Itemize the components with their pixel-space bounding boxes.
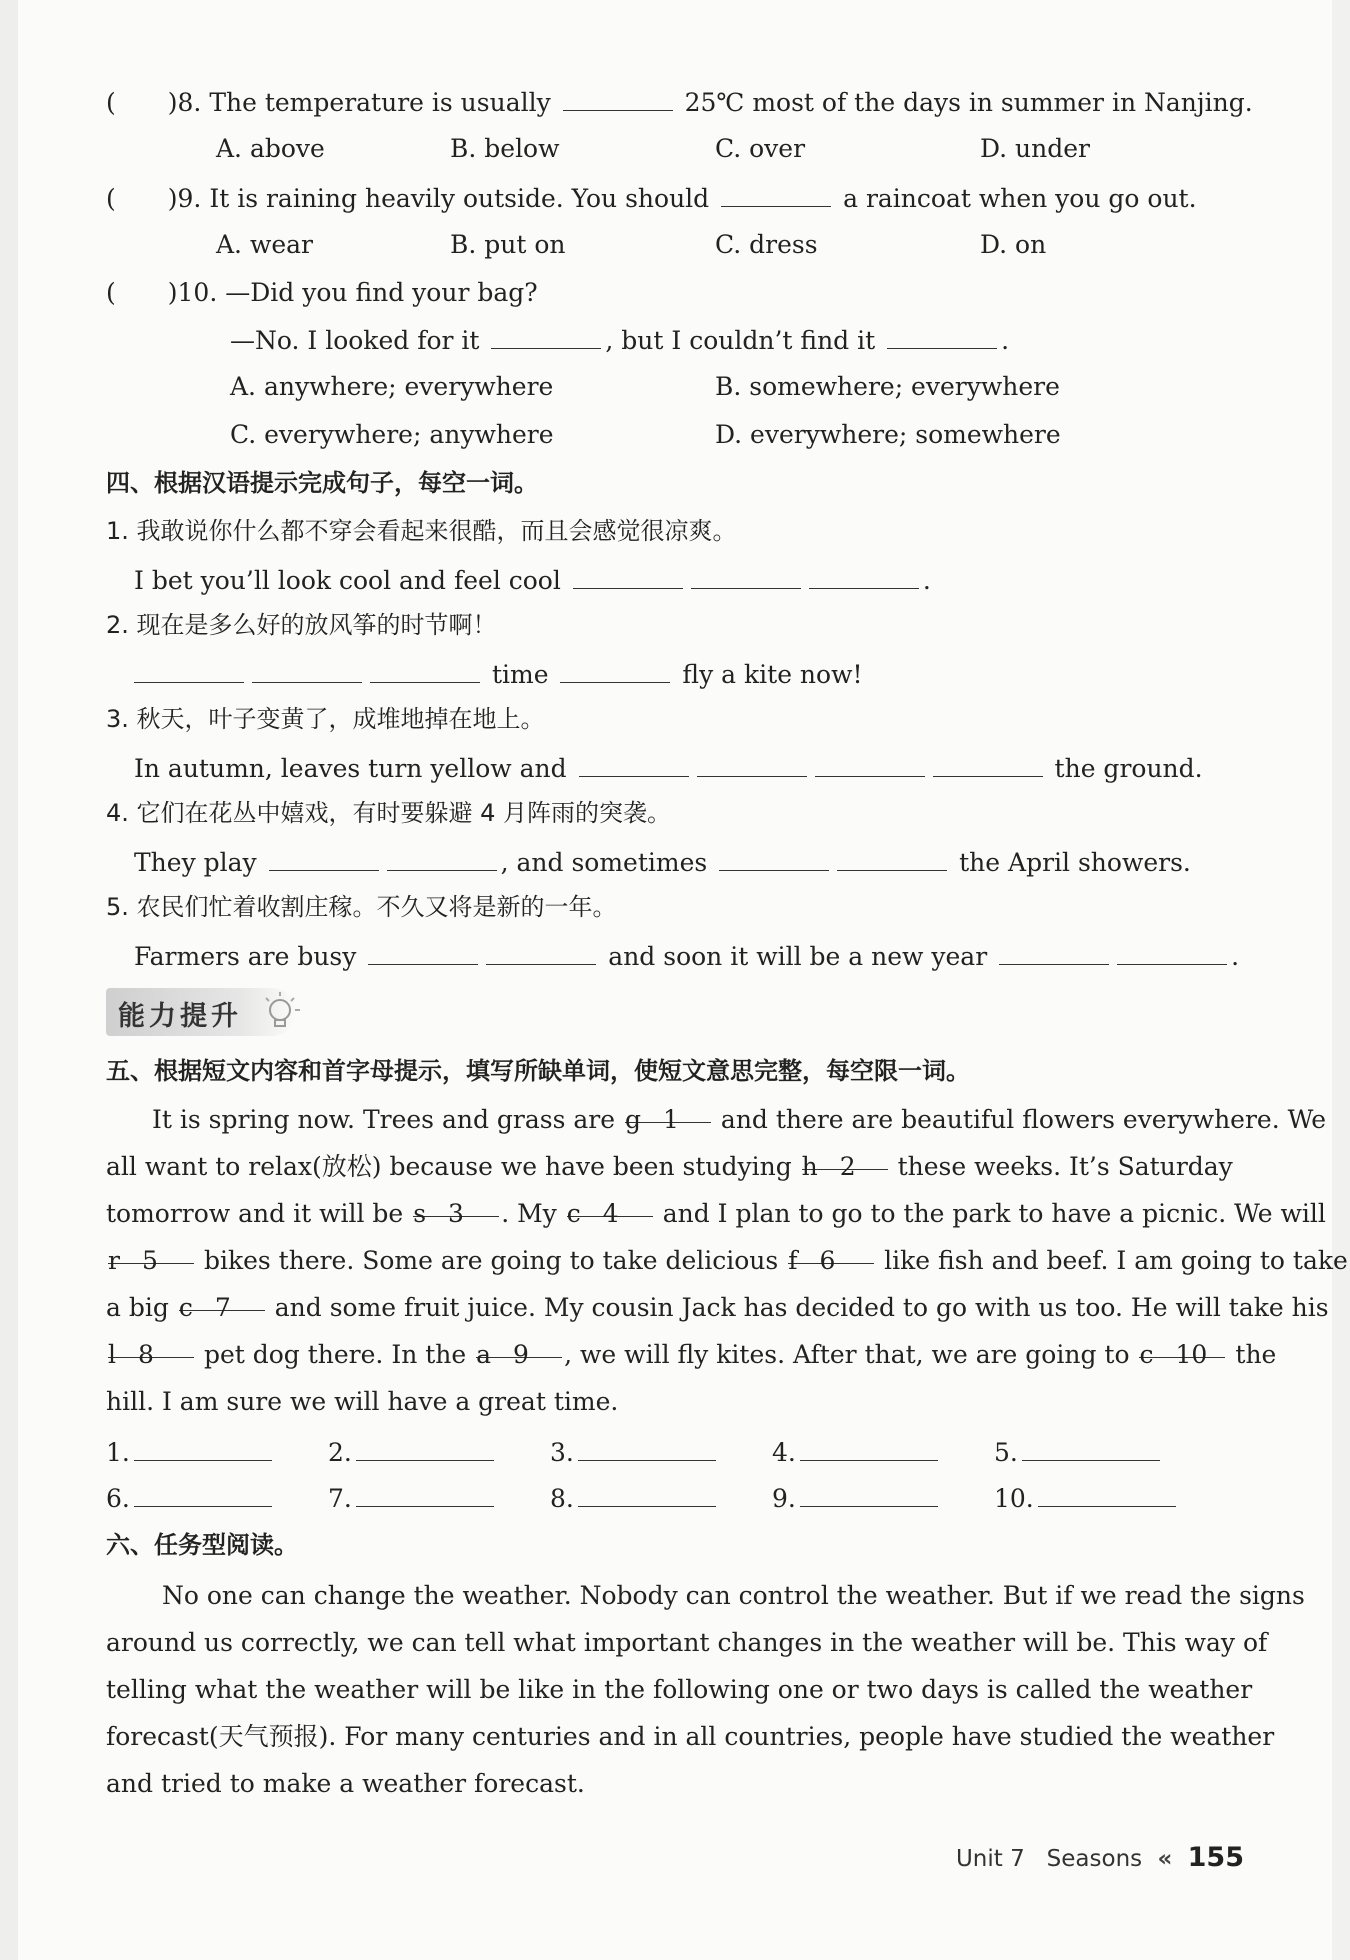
cloze-blank[interactable] [566, 1190, 653, 1228]
cloze-blank[interactable] [178, 1284, 265, 1322]
cloze-text: It is spring now. Trees and grass are [152, 1105, 623, 1134]
fill-blank[interactable] [809, 562, 919, 589]
section-4-heading: 四、根据汉语提示完成句子，每空一词。 [106, 469, 538, 497]
sentence-4-chinese: 4. 它们在花丛中嬉戏，有时要躲避 4 月阵雨的突袭。 [106, 799, 672, 827]
answer-number: 3. [550, 1438, 574, 1467]
double-chevron-icon: « [1157, 1846, 1173, 1872]
sentence-2-english [130, 656, 863, 692]
cloze-text: the [1227, 1340, 1277, 1369]
answer-number: 2. [328, 1438, 352, 1467]
option-d[interactable]: D. on [980, 230, 1047, 259]
blank-number: 10 [1175, 1340, 1208, 1369]
question-text-after: a raincoat when you go out. [835, 184, 1197, 213]
hint-letter: r [108, 1246, 120, 1275]
reading-line: and tried to make a weather forecast. [106, 1769, 585, 1798]
cloze-blank[interactable] [801, 1143, 888, 1181]
answer-number: 10. [994, 1484, 1034, 1513]
answer-slot [328, 1480, 498, 1516]
cloze-lines [106, 1096, 1348, 1425]
question-text: —Did you find your bag? [225, 278, 538, 307]
sentence-2-chinese: 2. 现在是多么好的放风筝的时节啊！ [106, 611, 497, 639]
answer-slot [550, 1434, 720, 1470]
sentence-text-mid: and soon it will be a new year [608, 942, 988, 971]
hint-letter: l [108, 1340, 116, 1369]
answer-number: 1. [106, 1438, 130, 1467]
cloze-text: tomorrow and it will be [106, 1199, 412, 1228]
reply-text: —No. I looked for it [230, 326, 488, 355]
fill-blank[interactable] [269, 844, 379, 871]
fill-blank[interactable] [370, 656, 480, 683]
blank-number: 4 [602, 1199, 619, 1228]
fill-blank[interactable] [887, 322, 997, 349]
answer-slot [994, 1480, 1180, 1516]
sentence-5-chinese: 5. 农民们忙着收割庄稼。不久又将是新的一年。 [106, 893, 617, 921]
section-5-heading: 五、根据短文内容和首字母提示，填写所缺单词，使短文意思完整，每空限一词。 [106, 1057, 970, 1085]
cloze-line [106, 1378, 1256, 1425]
cloze-line [106, 1237, 1348, 1284]
option-a[interactable]: A. wear [216, 230, 313, 259]
sentence-5-english [134, 938, 1239, 974]
sentence-end: . [1231, 942, 1240, 971]
page-number: 155 [1187, 1842, 1244, 1873]
answer-slot [328, 1434, 498, 1470]
fill-blank[interactable] [697, 750, 807, 777]
sentence-end: fly a kite now! [682, 660, 863, 689]
sentence-end: the April showers. [959, 848, 1191, 877]
answer-number: 5. [994, 1438, 1018, 1467]
fill-blank[interactable] [573, 562, 683, 589]
cloze-blank[interactable] [413, 1190, 499, 1228]
answer-paren-open: ( [106, 278, 116, 307]
cloze-line [106, 1331, 1277, 1378]
cloze-text: these weeks. It’s Saturday [889, 1152, 1233, 1181]
option-d[interactable]: D. everywhere; somewhere [715, 420, 1061, 449]
sentence-text: They play [134, 848, 257, 877]
answer-paren-open: ( [106, 184, 116, 213]
fill-blank[interactable] [933, 750, 1043, 777]
reply-text-mid: , but I couldn’t find it [605, 326, 884, 355]
answer-blank[interactable] [800, 1480, 938, 1507]
fill-blank[interactable] [491, 322, 601, 349]
cloze-text: and there are beautiful flowers everywhere. We [712, 1105, 1327, 1134]
answer-blank[interactable] [1038, 1480, 1176, 1507]
question-number: )8. [167, 88, 210, 117]
reading-line: telling what the weather will be like in the following one or two days is called the weather [106, 1675, 1253, 1704]
cloze-text: a big [106, 1293, 177, 1322]
cloze-line [106, 1190, 1326, 1237]
fill-blank[interactable] [815, 750, 925, 777]
cloze-blank[interactable] [476, 1331, 562, 1369]
cloze-blank[interactable] [788, 1237, 874, 1275]
hint-letter: c [566, 1199, 581, 1228]
answer-blank[interactable] [1022, 1434, 1160, 1461]
fill-blank[interactable] [252, 656, 362, 683]
cloze-text: like fish and beef. I am going to take [876, 1246, 1348, 1275]
question-text: The temperature is usually [209, 88, 559, 117]
fill-blank[interactable] [721, 180, 831, 207]
cloze-text: bikes there. Some are going to take delicious [196, 1246, 787, 1275]
fill-blank[interactable] [387, 844, 497, 871]
answer-blank[interactable] [578, 1434, 716, 1461]
badge-label: 能力提升 [118, 1001, 242, 1032]
option-d[interactable]: D. under [980, 134, 1090, 163]
answer-blank[interactable] [356, 1480, 494, 1507]
question-text: It is raining heavily outside. You should [209, 184, 718, 213]
fill-blank[interactable] [486, 938, 596, 965]
option-c[interactable]: C. dress [715, 230, 818, 259]
answer-slot [106, 1480, 276, 1516]
blank-number: 1 [662, 1105, 679, 1134]
blank-number: 7 [214, 1293, 231, 1322]
answer-number: 4. [772, 1438, 796, 1467]
cloze-text: , we will fly kites. After that, we are going to [564, 1340, 1138, 1369]
answer-number: 7. [328, 1484, 352, 1513]
answer-slot [994, 1434, 1164, 1470]
blank-number: 6 [819, 1246, 836, 1275]
fill-blank[interactable] [579, 750, 689, 777]
question-number: )9. [167, 184, 210, 213]
question-10-reply [230, 322, 1009, 358]
option-c[interactable]: C. everywhere; anywhere [230, 420, 554, 449]
reading-line: forecast(天气预报). For many centuries and in all countries, people have studied the weather [106, 1722, 1275, 1751]
answer-slot [106, 1434, 276, 1470]
page-footer [956, 1842, 1244, 1873]
fill-blank[interactable] [691, 562, 801, 589]
question-9 [106, 180, 1197, 216]
sentence-3-chinese: 3. 秋天，叶子变黄了，成堆地掉在地上。 [106, 705, 545, 733]
answer-number: 6. [106, 1484, 130, 1513]
fill-blank[interactable] [368, 938, 478, 965]
option-a[interactable]: A. above [216, 134, 325, 163]
cloze-blank[interactable] [1139, 1331, 1225, 1369]
cloze-text: and some fruit juice. My cousin Jack has decided to go with us too. He will take his [266, 1293, 1329, 1322]
lightbulb-icon [258, 990, 302, 1034]
hint-letter: h [801, 1152, 818, 1181]
answer-number: 8. [550, 1484, 574, 1513]
cloze-text: pet dog there. In the [196, 1340, 475, 1369]
blank-number: 5 [141, 1246, 158, 1275]
sentence-text-mid: , and sometimes [500, 848, 708, 877]
option-c[interactable]: C. over [715, 134, 806, 163]
fill-blank[interactable] [837, 844, 947, 871]
blank-number: 8 [138, 1340, 154, 1369]
sentence-text: Farmers are busy [134, 942, 357, 971]
hint-letter: a [476, 1340, 492, 1369]
sentence-1-chinese: 1. 我敢说你什么都不穿会看起来很酷，而且会感觉很凉爽。 [106, 517, 737, 545]
question-10 [106, 276, 538, 310]
cloze-passage [106, 1096, 1348, 1425]
sentence-1-english [134, 562, 931, 598]
hint-letter: g [624, 1105, 641, 1134]
answer-slot [772, 1434, 942, 1470]
section-6-heading: 六、任务型阅读。 [106, 1531, 298, 1559]
option-b[interactable]: B. somewhere; everywhere [715, 372, 1060, 401]
cloze-text: and I plan to go to the park to have a picnic. We will [654, 1199, 1326, 1228]
cloze-line [106, 1143, 1256, 1190]
answer-blank[interactable] [134, 1434, 272, 1461]
sentence-text: In autumn, leaves turn yellow and [134, 754, 567, 783]
sentence-4-english [134, 844, 1191, 880]
blank-number: 9 [513, 1340, 529, 1369]
answer-number: 9. [772, 1484, 796, 1513]
cloze-text: . My [501, 1199, 565, 1228]
fill-blank[interactable] [563, 84, 673, 111]
cloze-text: all want to relax(放松) because we have been studying [106, 1152, 800, 1181]
hint-letter: s [413, 1199, 427, 1228]
blank-number: 2 [839, 1152, 856, 1181]
answer-slot [772, 1480, 942, 1516]
hint-letter: c [1139, 1340, 1154, 1369]
answer-blank[interactable] [578, 1480, 716, 1507]
sentence-3-english [134, 750, 1203, 786]
cloze-line [106, 1096, 1327, 1143]
cloze-text: hill. I am sure we will have a great time. [106, 1387, 619, 1416]
question-8 [106, 84, 1253, 120]
option-b[interactable]: B. put on [450, 230, 566, 259]
question-number: )10. [167, 278, 226, 307]
reply-text-end: . [1001, 326, 1010, 355]
answer-slot [550, 1480, 720, 1516]
reading-lines [106, 1572, 1305, 1807]
sentence-text: I bet you’ll look cool and feel cool [134, 566, 561, 595]
fill-blank[interactable] [719, 844, 829, 871]
unit-label: Unit 7 [955, 1846, 1025, 1872]
option-a[interactable]: A. anywhere; everywhere [230, 372, 554, 401]
reading-passage [106, 1572, 1305, 1807]
fill-blank[interactable] [134, 656, 244, 683]
answer-paren-open: ( [106, 88, 116, 117]
answer-blank[interactable] [800, 1434, 938, 1461]
cloze-line [106, 1284, 1329, 1331]
cloze-blank[interactable] [108, 1237, 194, 1275]
hint-letter: f [788, 1246, 798, 1275]
fill-blank[interactable] [560, 656, 670, 683]
option-b[interactable]: B. below [450, 134, 560, 163]
reading-line: No one can change the weather. Nobody can control the weather. But if we read the signs [162, 1581, 1305, 1610]
blank-number: 3 [448, 1199, 464, 1228]
sentence-end: the ground. [1054, 754, 1203, 783]
hint-letter: c [178, 1293, 193, 1322]
question-text-after: 25℃ most of the days in summer in Nanjing. [676, 88, 1253, 117]
unit-title: Seasons [1046, 1846, 1143, 1872]
cloze-blank[interactable] [108, 1331, 194, 1369]
cloze-blank[interactable] [624, 1096, 711, 1134]
fill-blank[interactable] [999, 938, 1109, 965]
sentence-text: time [491, 660, 549, 689]
sentence-end: . [922, 566, 931, 595]
fill-blank[interactable] [1117, 938, 1227, 965]
reading-line: around us correctly, we can tell what important changes in the weather will be. This way of [106, 1628, 1268, 1657]
answer-blank[interactable] [356, 1434, 494, 1461]
answer-blank[interactable] [134, 1480, 272, 1507]
